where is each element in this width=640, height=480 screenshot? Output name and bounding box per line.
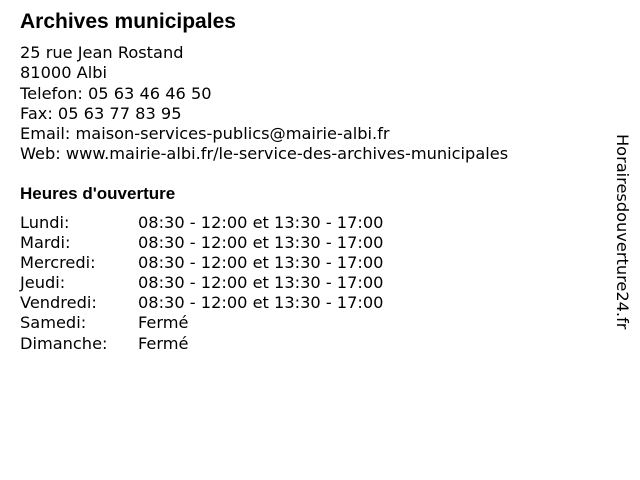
- time-value: 08:30 - 12:00 et 13:30 - 17:00: [138, 233, 384, 253]
- hours-heading: Heures d'ouverture: [20, 184, 176, 203]
- day-label: Vendredi:: [20, 293, 97, 313]
- day-label: Mercredi:: [20, 253, 96, 273]
- website-link: Web: www.mairie-albi.fr/le-service-des-archives-municipales: [20, 144, 509, 164]
- time-value: 08:30 - 12:00 et 13:30 - 17:00: [138, 293, 384, 313]
- page-title: Archives municipales: [20, 10, 236, 33]
- day-label: Samedi:: [20, 313, 87, 333]
- time-value: 08:30 - 12:00 et 13:30 - 17:00: [138, 253, 384, 273]
- email-address: Email: maison-services-publics@mairie-albi.fr: [20, 124, 390, 144]
- address-city: 81000 Albi: [20, 63, 107, 83]
- contact-info: [20, 43, 508, 165]
- phone-number: Telefon: 05 63 46 46 50: [20, 83, 212, 103]
- time-value: 08:30 - 12:00 et 13:30 - 17:00: [138, 273, 384, 293]
- time-value: 08:30 - 12:00 et 13:30 - 17:00: [138, 213, 384, 232]
- day-label: Mardi:: [20, 233, 71, 253]
- day-label: Jeudi:: [20, 273, 66, 293]
- address-street: 25 rue Jean Rostand: [20, 43, 184, 62]
- time-value: Fermé: [138, 313, 189, 333]
- day-label: Dimanche:: [20, 333, 108, 353]
- time-value: Fermé: [138, 333, 189, 353]
- day-label: Lundi:: [20, 213, 70, 232]
- fax-number: Fax: 05 63 77 83 95: [20, 103, 182, 123]
- site-watermark: Horairesdouverture24.fr: [613, 134, 632, 330]
